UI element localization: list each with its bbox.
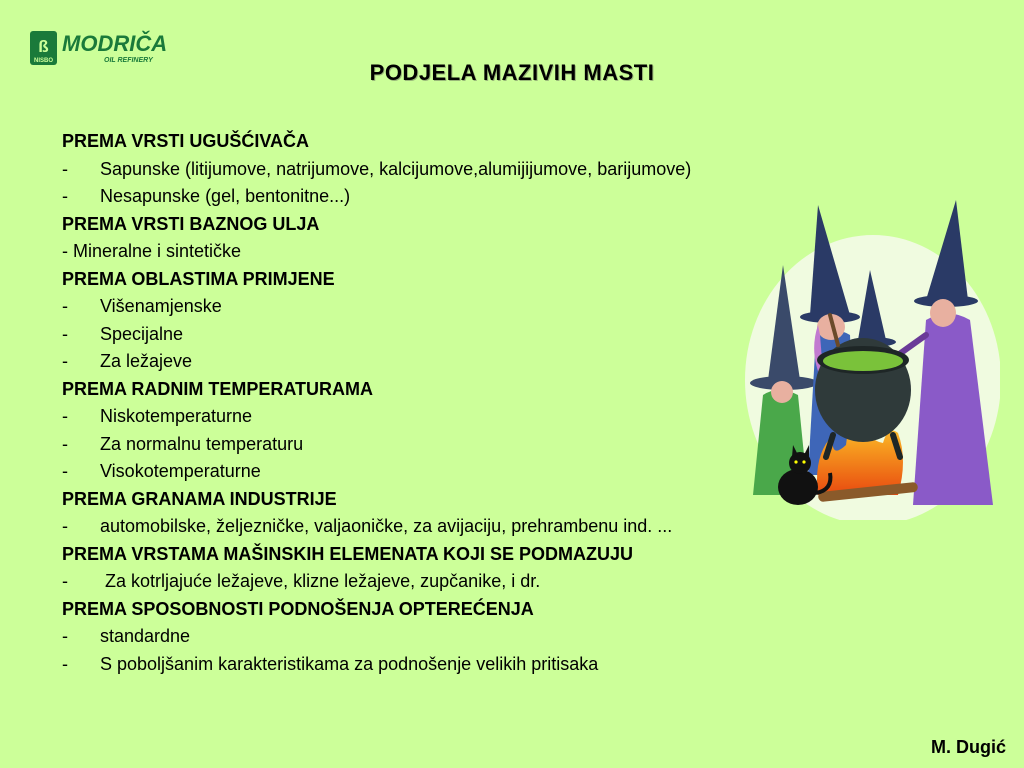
list-item-text: Visokotemperaturne [100,461,261,481]
section-heading: PREMA RADNIM TEMPERATURAMA [62,378,373,399]
bullet-dash: - [62,516,68,536]
bullet-dash: - [62,626,68,646]
list-item-text: Nesapunske (gel, bentonitne...) [100,186,351,206]
bullet-dash: - [62,433,68,454]
bullet-dash: - [62,571,68,591]
list-item-text: automobilske, željezničke, valjaoničke, za avijaciju, prehrambenu ind. ... [100,516,673,536]
list-item-text: Za ležajeve [100,351,193,371]
bullet-dash: - [62,351,68,371]
bullet-dash: - [62,406,68,426]
list-item-text: Sapunske (litijumove, natrijumove, kalcijumove,alumijijumove, barijumove) [100,158,692,179]
section-heading: PREMA OBLASTIMA PRIMJENE [62,268,335,289]
list-item-text: Za normalnu temperaturu [100,433,304,454]
page-title: PODJELA MAZIVIH MASTI [369,60,655,85]
bullet-dash: - [62,461,68,481]
section-heading: PREMA VRSTI BAZNOG ULJA [62,213,320,234]
svg-text:ß: ß [38,37,49,56]
logo-subtitle: OIL REFINERY [104,57,153,64]
section-heading: PREMA VRSTAMA MAŠINSKIH ELEMENATA KOJI SE PODMAZUJU [62,543,634,564]
bullet-dash: - [62,186,68,206]
list-item-text: standardne [100,626,191,646]
list-item-text: Specijalne [100,323,184,344]
section-heading: PREMA GRANAMA INDUSTRIJE [62,488,337,509]
list-item [62,568,882,596]
section-heading: PREMA VRSTI UGUŠĆIVAČA [62,131,310,151]
list-item-text: - Mineralne i sintetičke [62,241,242,261]
list-item-text: Višenamjenske [100,296,222,316]
section-heading: PREMA SPOSOBNOSTI PODNOŠENJA OPTEREĆENJA [62,598,534,619]
logo-brand: MODRIČA [62,31,168,56]
list-item [62,156,882,184]
bullet-dash: - [62,158,68,179]
logo-emblem-text: NISBO [33,58,54,64]
list-item-text: Niskotemperaturne [100,406,253,426]
list-item [62,623,882,651]
bullet-dash: - [62,296,68,316]
list-item [62,651,882,679]
witches-cauldron-illustration [738,195,1000,520]
bullet-dash: - [62,653,68,674]
list-item-text: Za kotrljajuće ležajeve, klizne ležajeve, zupčanike, i dr. [100,571,541,591]
bullet-dash: - [62,323,68,344]
list-item-text: S poboljšanim karakteristikama za podnošenje velikih pritisaka [100,653,599,674]
author-name: M. Dugić [931,737,1006,757]
